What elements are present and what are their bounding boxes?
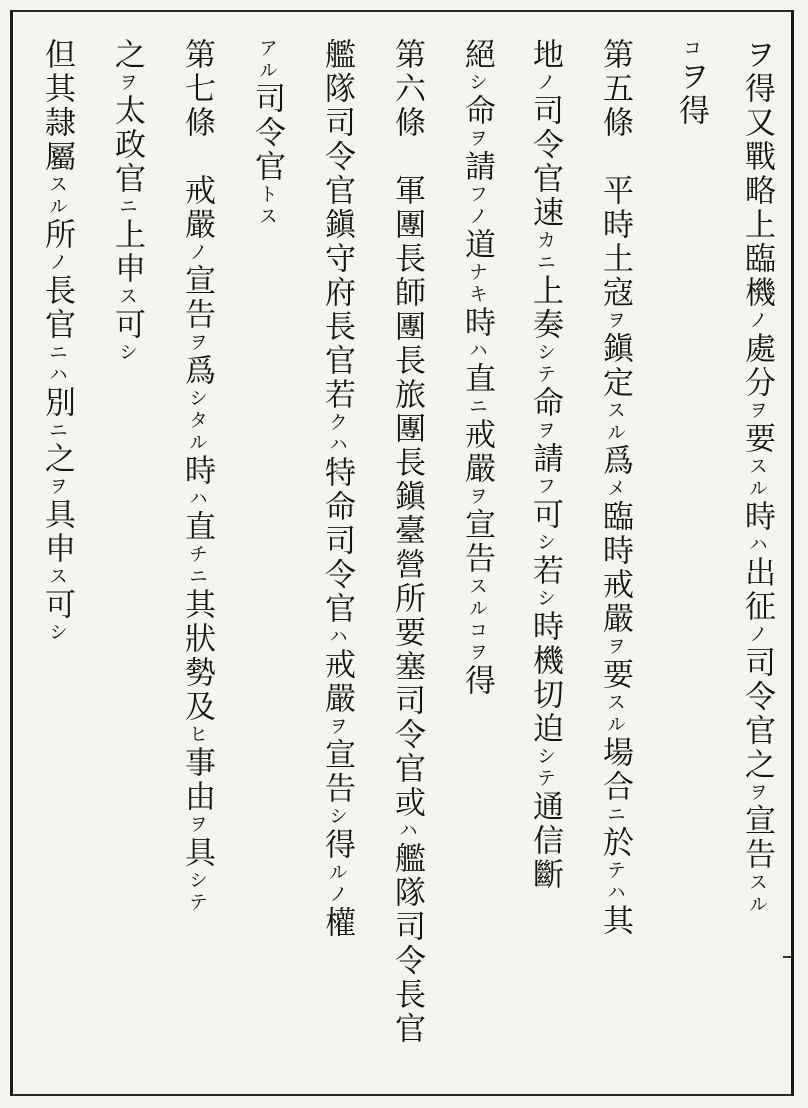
kana-segment: ヲ [604,636,626,658]
kana-segment: スル [746,872,768,916]
kana-segment: ヲ [746,782,768,804]
kanji-segment: 若 [527,554,563,588]
kana-segment: ヲ [534,420,556,442]
kanji-segment: 宣告 [459,508,495,576]
kanji-segment: 別 [39,386,75,420]
kana-segment: シ [46,622,68,644]
kanji-segment: 艦隊司令長官 [389,842,425,1046]
kana-segment: ニ [604,804,626,826]
kanji-segment: 但其隷屬 [39,38,75,174]
article-5-heading-column [594,38,636,938]
kana-segment: カ [534,230,556,252]
kanji-segment: 得 [319,828,355,862]
kanji-segment: 鎭定 [597,332,633,400]
kanji-segment: 地 [527,38,563,72]
kana-segment: ヲ [746,400,768,422]
text-column-10 [106,38,148,364]
text-column-7 [316,38,358,940]
kana-segment: テ [534,768,556,790]
kana-segment: シ [186,870,208,892]
kanji-segment: 司令官之 [739,646,775,782]
kana-segment: ニ [46,420,68,442]
kanji-segment: 之 [39,442,75,476]
kana-segment: スル [466,576,488,620]
kana-segment: ヲ [466,486,488,508]
kanji-segment: 請 [459,150,495,184]
kanji-segment: 處分 [739,332,775,400]
article-6-heading-column [386,38,428,1046]
proviso-column [36,38,78,644]
kanji-segment: 要 [739,422,775,456]
kana-segment: ノ [466,206,488,228]
kanji-segment: 要 [597,658,633,692]
kanji-segment: 第五條 [597,38,633,140]
kanji-segment: 司令官 [249,82,285,184]
kanji-segment: 權 [319,906,355,940]
kana-segment: アル [256,38,278,82]
kana-segment: ニ [116,196,138,218]
kanji-segment: 所 [39,218,75,252]
kanji-segment: 時 [459,306,495,340]
kana-segment: ハ [186,488,208,510]
kana-segment: コ [466,620,488,642]
kanji-segment: 臨時戒嚴 [597,500,633,636]
text-column-1 [736,38,778,916]
kanji-segment: 直 [179,510,215,544]
kanji-segment: 之 [109,38,145,72]
text-column-5 [456,38,498,698]
kana-segment: シ [534,342,556,364]
kana-segment: トス [256,184,278,228]
kanji-segment: 第六條 [389,38,425,140]
kanji-segment: 出征 [739,556,775,624]
kana-segment: フ [466,184,488,206]
kanji-segment: 上奏 [527,274,563,342]
kana-segment: シタル [186,388,208,454]
kana-segment: ハ [604,882,626,904]
kana-segment: ヲ [46,476,68,498]
kana-segment: ハ [396,820,418,842]
kana-segment: ナキ [466,262,488,306]
kanji-segment: 艦隊司令官鎭守府長官若 [319,38,355,412]
kanji-segment: 事由 [179,746,215,814]
kanji-segment: 特命司令官 [319,456,355,626]
kana-segment: ヒ [186,724,208,746]
kanji-segment: 可 [39,588,75,622]
kanji-segment: 戒嚴 [319,648,355,716]
kanji-segment: 絕 [459,38,495,72]
kanji-segment: 得 [459,664,495,698]
kana-segment: ヲ [466,642,488,664]
kana-segment: チ [186,544,208,566]
kanji-segment: 具申 [39,498,75,566]
kanji-segment: 時 [179,454,215,488]
kana-segment: テ [604,860,626,882]
kanji-segment: 可 [109,308,145,342]
kana-segment: スル [746,456,768,500]
kana-segment: ハ [746,534,768,556]
kana-segment: シ [326,806,348,828]
kanji-segment: 其狀勢及 [179,588,215,724]
kanji-segment: 可 [527,498,563,532]
kanji-segment: 通信斷 [527,790,563,892]
text-column-2 [670,38,712,128]
kana-segment: ス [116,286,138,308]
kana-segment: シ [534,532,556,554]
kana-segment: ノ [746,624,768,646]
kana-segment: スル [46,174,68,218]
kana-segment: ヲ [326,716,348,738]
kana-segment: ノ [326,884,348,906]
kana-segment: ノ [186,242,208,264]
kanji-segment: 請 [527,442,563,476]
kana-segment: ノ [46,252,68,274]
text-column-4 [524,38,566,892]
kana-segment: ニ [46,342,68,364]
kanji-segment: 宣告 [179,264,215,332]
kana-segment: ヲ [466,128,488,150]
kana-segment: ニ [186,566,208,588]
kanji-segment: 戒嚴 [459,418,495,486]
kana-segment: シ [534,746,556,768]
article-7-heading-column [176,38,218,914]
kana-segment: シ [534,588,556,610]
kana-segment: ニ [534,252,556,274]
kana-segment: シ [466,72,488,94]
kana-segment: ハ [326,626,348,648]
kana-segment: テ [534,364,556,386]
kanji-segment: 戒嚴 [179,174,215,242]
kanji-segment: 司令官速 [527,94,563,230]
kana-segment: フ [534,476,556,498]
kanji-segment: 時 [739,500,775,534]
kana-segment: メ [604,478,626,500]
kana-segment: ス [46,566,68,588]
kana-segment: ニ [466,396,488,418]
kanji-segment: 上申 [109,218,145,286]
edge-mark [783,956,791,958]
kanji-segment: 軍團長師團長旅團長鎭臺營所要塞司令官或 [389,174,425,820]
kanji-segment: 爲 [179,354,215,388]
kanji-segment: ヲ得又戰略上臨機 [739,38,775,310]
kanji-segment: 命 [527,386,563,420]
kana-segment: テ [186,892,208,914]
kanji-segment: 命 [459,94,495,128]
kana-segment: ヲ [604,310,626,332]
kana-segment: ル [326,862,348,884]
kanji-segment: 宣告 [739,804,775,872]
kanji-segment: 場合 [597,736,633,804]
kana-segment: シ [116,342,138,364]
kanji-segment: 其 [597,904,633,938]
kana-segment: ハ [466,340,488,362]
kanji-segment: 時機切迫 [527,610,563,746]
kanji-segment: 道 [459,228,495,262]
kana-segment: ヲ [116,72,138,94]
kana-segment: ヲ [186,332,208,354]
kanji-segment: 太政官 [109,94,145,196]
kanji-segment: 宣告 [319,738,355,806]
kanji-segment: 平時土寇 [597,174,633,310]
kana-segment: ク [326,412,348,434]
text-column-8 [246,38,288,228]
kanji-segment: 第七條 [179,38,215,140]
kana-segment: ハ [46,364,68,386]
kana-segment: ノ [746,310,768,332]
kana-segment: コ [680,38,702,60]
kana-segment: ハ [326,434,348,456]
kanji-segment: 長官 [39,274,75,342]
kanji-segment: ヲ得 [673,60,709,128]
kanji-segment: 具 [179,836,215,870]
kana-segment: スル [604,400,626,444]
kana-segment: ノ [534,72,556,94]
kanji-segment: 直 [459,362,495,396]
kanji-segment: 爲 [597,444,633,478]
kanji-segment: 於 [597,826,633,860]
kana-segment: スル [604,692,626,736]
kana-segment: ヲ [186,814,208,836]
